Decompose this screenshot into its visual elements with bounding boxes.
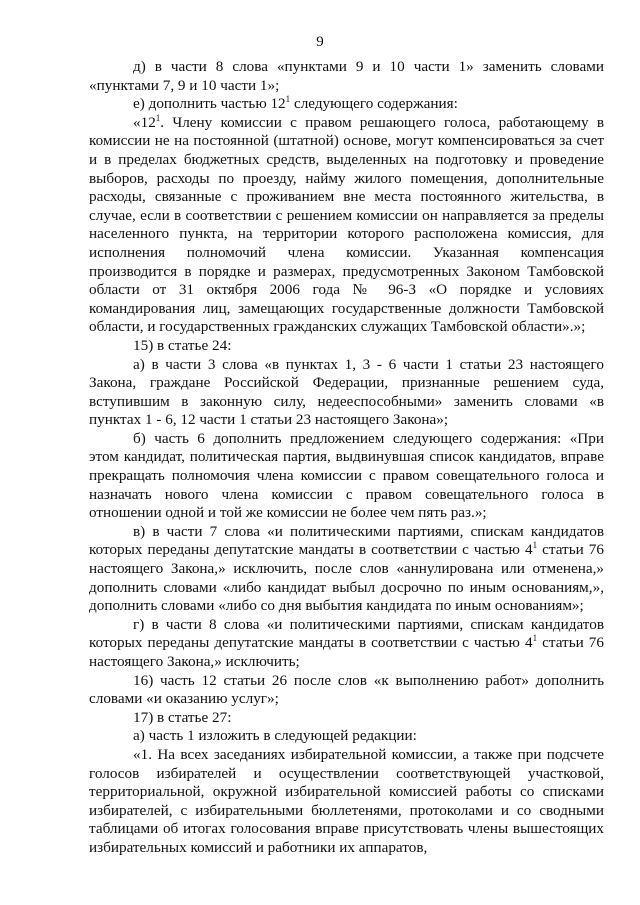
page-number: 9 bbox=[316, 34, 324, 50]
paragraph-part-1-new-text: «1. На всех заседаниях избирательной комиссии, а также при подсчете голосов избирателей и осуществлении соответствующей участковой, территориальной, окружной избирательной комиссией работы со списками избирателей, с избирательными бюллетенями, протоколами и со сводными таблицами об итогах голосования вправе присутствовать члены вышестоящих избирательных комиссий и работники их аппаратов, bbox=[89, 745, 604, 856]
paragraph-a-part-3: а) в части 3 слова «в пунктах 1, 3 - 6 части 1 статьи 23 настоящего Закона, граждане Российской Федерации, признанные решением суда, вступившим в законную силу, недееспособными» заменить словами «в пунктах 1 - 6, 12 части 1 статьи 23 настоящего Закона»; bbox=[89, 355, 604, 429]
paragraph-15-article-24: 15) в статье 24: bbox=[133, 336, 232, 354]
paragraph-16-article-26: 16) часть 12 статьи 26 после слов «к выполнению работ» дополнить словами «и оказанию услуг»; bbox=[89, 671, 604, 708]
paragraph-d-part-8: д) в части 8 слова «пунктами 9 и 10 части 1» заменить словами «пунктами 7, 9 и 10 части 1»; bbox=[89, 58, 604, 94]
paragraph-part-12-1-text: «$12^1$. Члену комиссии с правом решающего голоса, работающему в комиссии не на постоянной (штатной) основе, могут компенсироваться за счет и в пределах бюджетных средств, выделенных на подготовку и проведение выборов, расходы по проезду, найму жилого помещения, дополнительные расходы, связанные с проживанием вне места постоянного жительства, в случае, если в соответствии с решением комиссии он направляется за пределы населенного пункта, на территории которого расположена комиссия, для исполнения полномочий члена комиссии. Указанная компенсация производится в порядке и размерах, предусмотренных Законом Тамбовской области от 31 октября 2006 года № 96-З «О порядке и условиях командирования лиц, замещающих государственные должности Тамбовской области, и государственных гражданских служащих Тамбовской области».»; bbox=[89, 112, 604, 336]
paragraph-a-part-1: а) часть 1 изложить в следующей редакции: bbox=[133, 727, 417, 745]
paragraph-v-part-7: в) в части 7 слова «и политическими партиями, спискам кандидатов которых переданы депутатские мандаты в соответствии с частью $4^1$ статьи 76 настоящего Закона,» исключить, после слов «аннулирована или отменена,» дополнить словами «либо кандидат выбыл досрочно по иным основаниям,», дополнить словами «либо со дня выбытия кандидата по иным основаниям»; bbox=[89, 522, 604, 615]
paragraph-e-add-part: е) дополнить частью $12^1$ следующего содержания: bbox=[133, 94, 458, 113]
paragraph-17-article-27: 17) в статье 27: bbox=[133, 708, 232, 726]
paragraph-g-part-8: г) в части 8 слова «и политическими партиями, спискам кандидатов которых переданы депутатские мандаты в соответствии с частью $4^1$ статьи 76 настоящего Закона,» исключить; bbox=[89, 615, 604, 670]
paragraph-b-part-6: б) часть 6 дополнить предложением следующего содержания: «При этом кандидат, политическая партия, выдвинувшая список кандидатов, вправе прекращать полномочия члена комиссии с правом совещательного голоса и назначать нового члена комиссии с правом совещательного голоса в отношении одной и той же комиссии не более чем пять раз.»; bbox=[89, 429, 604, 522]
